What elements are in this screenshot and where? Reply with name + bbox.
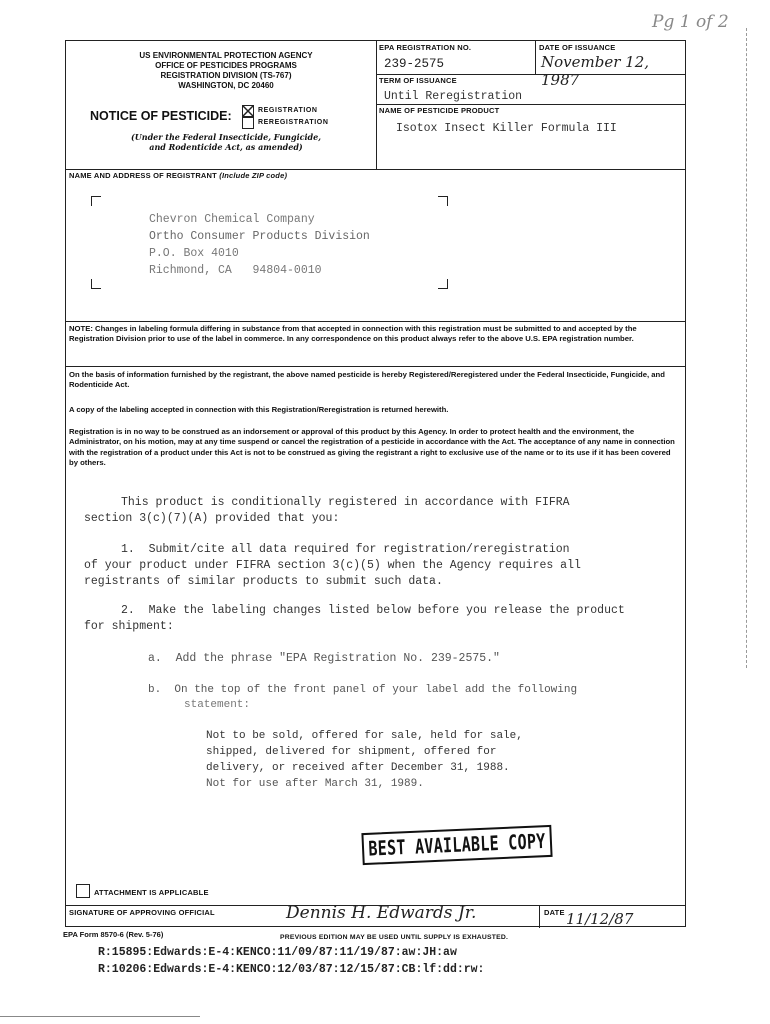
registrant-label — [69, 171, 287, 180]
registrant-line-2: Ortho Consumer Products Division — [149, 230, 370, 243]
registrant-line-3: P.O. Box 4010 — [149, 247, 239, 260]
pesticide-notice-form — [65, 40, 686, 927]
condition-2b-line-1: b. On the top of the front panel of your label add the following — [148, 684, 578, 696]
address-corner-tl — [91, 196, 101, 206]
statement-line-2: shipped, delivered for shipment, offered for — [206, 746, 497, 758]
conditions-intro-2: section 3(c)(7)(A) provided that you: — [84, 512, 340, 525]
act-line-2: and Rodenticide Act, as amended) — [149, 142, 303, 152]
agency-name: US ENVIRONMENTAL PROTECTION AGENCY — [139, 51, 313, 60]
attachment-checkbox[interactable] — [76, 884, 90, 898]
address-corner-tr — [438, 196, 448, 206]
best-available-copy-stamp — [361, 825, 552, 865]
signature-value: Dennis H. Edwards Jr. — [286, 903, 477, 923]
conditions-intro-1: This product is conditionally registered in accordance with FIFRA — [121, 496, 570, 509]
condition-2a: a. Add the phrase "EPA Registration No. 239-2575." — [148, 652, 500, 665]
date-issuance-value: November 12, 1987 — [541, 53, 650, 89]
body-paragraph-1: On the basis of information furnished by the registrant, the above named pesticide is hereby Registered/Reregistered under the Federal Insecticide, Fungicide, and Rodenticide Act. — [69, 370, 665, 390]
term-value: Until Reregistration — [384, 90, 523, 103]
act-reference — [76, 132, 376, 152]
body-paragraph-3: Registration is in no way to be construed as an indorsement or approval of this product by this Agency. In order to protect health and the environment, the Administrator, on his motion, may at any time suspend or cancel the registration of a pesticide in accordance with the Act. The acceptance of any name in connection with the registration of a product under this Act is not to be construed as giving the registrant a right to exclusive use of the name or to its use if it has been covered by others. — [69, 427, 675, 467]
registrant-label-text: NAME AND ADDRESS OF REGISTRANT — [69, 171, 217, 180]
condition-2-line-1: 2. Make the labeling changes listed below before you release the product — [121, 604, 625, 617]
statement-line-1: Not to be sold, offered for sale, held for sale, — [206, 730, 523, 742]
checkbox-x-icon — [243, 106, 253, 116]
stamp-text: BEST AVAILABLE COPY — [367, 828, 547, 862]
body-paragraph-2: A copy of the labeling accepted in connection with this Registration/Reregistration is returned herewith. — [69, 405, 449, 414]
attachment-label: ATTACHMENT IS APPLICABLE — [94, 888, 209, 897]
date-label: DATE — [544, 908, 565, 917]
agency-block — [76, 51, 376, 91]
scan-bottom-line — [0, 1016, 200, 1017]
previous-edition-note: PREVIOUS EDITION MAY BE USED UNTIL SUPPLY IS EXHAUSTED. — [280, 934, 509, 941]
agency-address: WASHINGTON, DC 20460 — [178, 81, 274, 90]
routing-line-1: R:15895:Edwards:E-4:KENCO:11/09/87:11/19/87:aw:JH:aw — [98, 946, 457, 959]
address-corner-br — [438, 279, 448, 289]
product-name: Isotox Insect Killer Formula III — [396, 122, 617, 135]
act-line-1: (Under the Federal Insecticide, Fungicide, — [131, 132, 321, 142]
address-corner-bl — [91, 279, 101, 289]
condition-2b-line-2: statement: — [184, 699, 251, 711]
registration-checkbox[interactable] — [242, 105, 254, 117]
condition-1-line-2: of your product under FIFRA section 3(c)(5) when the Agency requires all — [84, 559, 581, 572]
registration-option-label: REGISTRATION — [258, 107, 318, 114]
scan-edge-line — [746, 28, 747, 668]
reregistration-checkbox[interactable] — [242, 117, 254, 129]
date-value: 11/12/87 — [566, 910, 634, 928]
routing-line-2: R:10206:Edwards:E-4:KENCO:12/03/87:12/15/87:CB:lf:dd:rw: — [98, 963, 485, 976]
statement-line-3: delivery, or received after December 31, 1988. — [206, 762, 510, 774]
registrant-line-4: Richmond, CA 94804-0010 — [149, 264, 322, 277]
condition-1-line-1: 1. Submit/cite all data required for registration/reregistration — [121, 543, 570, 556]
epa-reg-label: EPA REGISTRATION NO. — [379, 43, 472, 52]
note-text: NOTE: Changes in labeling formula differing in substance from that accepted in connection with this registration must be submitted to and accepted by the Registration Division prior to use of the label in commerce. In any correspondence on this product always refer to the above U.S. EPA registration number. — [69, 324, 637, 344]
registrant-label-note: (Include ZIP code) — [219, 171, 288, 180]
epa-reg-number: 239-2575 — [384, 57, 445, 71]
form-number: EPA Form 8570-6 (Rev. 5-76) — [63, 930, 164, 939]
statement-line-4: Not for use after March 31, 1989. — [206, 778, 424, 790]
condition-1-line-3: registrants of similar products to submit such data. — [84, 575, 443, 588]
agency-division: REGISTRATION DIVISION (TS-767) — [160, 71, 292, 80]
page-annotation: Pg 1 of 2 — [652, 12, 729, 32]
date-issuance-label: DATE OF ISSUANCE — [539, 43, 616, 52]
agency-office: OFFICE OF PESTICIDES PROGRAMS — [155, 61, 297, 70]
notice-title: NOTICE OF PESTICIDE: — [90, 109, 232, 123]
registrant-line-1: Chevron Chemical Company — [149, 213, 315, 226]
term-label: TERM OF ISSUANCE — [379, 76, 457, 85]
condition-2-line-2: for shipment: — [84, 620, 174, 633]
product-label: NAME OF PESTICIDE PRODUCT — [379, 106, 500, 115]
reregistration-option-label: REREGISTRATION — [258, 119, 329, 126]
signature-label: SIGNATURE OF APPROVING OFFICIAL — [69, 908, 215, 917]
